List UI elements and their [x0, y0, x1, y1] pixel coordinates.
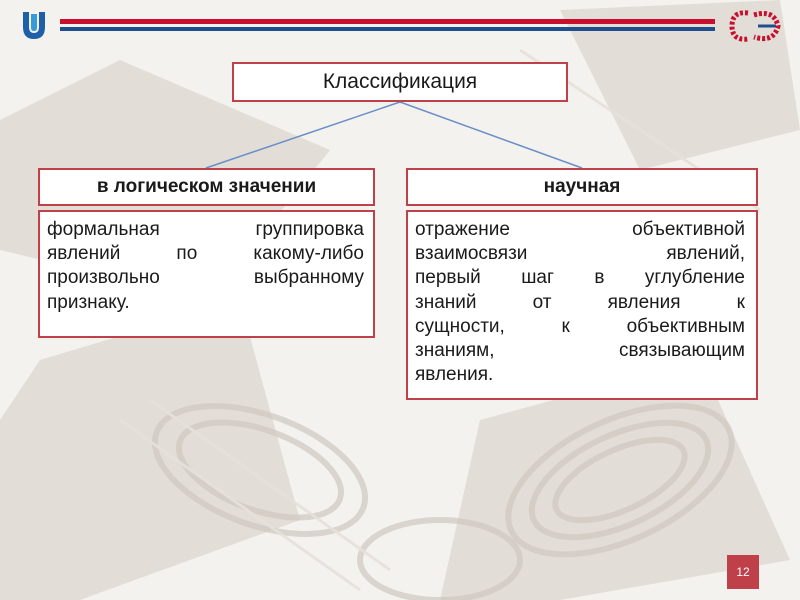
- classification-title-box: [232, 62, 568, 102]
- definition-line: сущности, к объективным: [415, 315, 745, 337]
- se-logo-icon: [724, 5, 786, 47]
- logical-meaning-definition-box: [38, 210, 375, 338]
- scientific-heading: научная: [543, 176, 621, 197]
- university-logo-icon: [20, 10, 48, 40]
- definition-line: знаниям, связывающим: [415, 340, 745, 362]
- definition-line: явления.: [415, 364, 494, 386]
- definition-line: формальная группировка: [47, 219, 364, 240]
- definition-line: признаку.: [47, 291, 130, 313]
- definition-line: отражение объективной: [415, 219, 745, 240]
- logical-meaning-heading: в логическом значении: [96, 176, 317, 197]
- page-number: 12: [736, 565, 750, 579]
- connector-left: [206, 102, 400, 168]
- definition-text: [415, 218, 745, 387]
- connector-right: [400, 102, 582, 168]
- definition-line: взаимосвязи явлений,: [415, 243, 745, 265]
- logical-meaning-heading-box: [38, 168, 375, 206]
- scientific-definition-box: [406, 210, 758, 400]
- definition-line: знаний от явления к: [415, 291, 745, 313]
- page-number-badge: [727, 555, 759, 589]
- definition-line: произвольно выбранному: [47, 267, 364, 289]
- scientific-heading-box: [406, 168, 758, 206]
- definition-line: явлений по какому-либо: [47, 243, 364, 265]
- classification-title: Классификация: [322, 70, 478, 93]
- definition-line: первый шаг в углубление: [415, 267, 745, 289]
